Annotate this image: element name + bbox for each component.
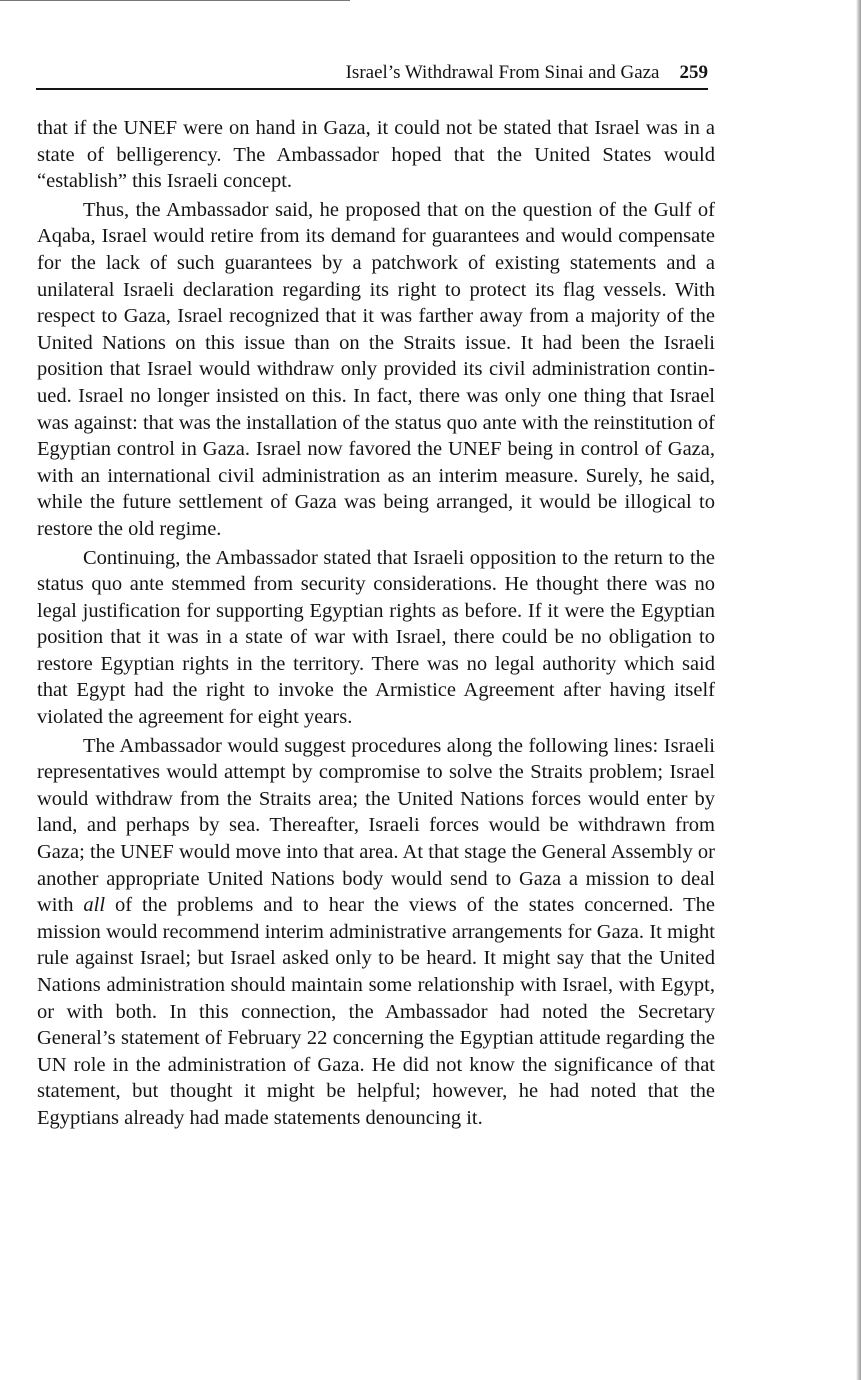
paragraph-4-part-1: The Ambassador would suggest procedures along the following lines: Israeli representatives would attempt by compromise to solve the Straits problem; Israel would withdraw from the Straits area; the United Nations forces would enter by land, and perhaps by sea. Thereafter, Israeli forces would be withdrawn from Gaza; the UNEF would move into that area. At that stage the General Assembly or another appropriate United Nations body would send to Gaza a mission to deal with bbox=[37, 734, 715, 917]
header-rule bbox=[36, 88, 708, 90]
paragraph-4-italic-word: all bbox=[83, 894, 106, 917]
running-header bbox=[36, 60, 708, 86]
paragraph-2: Thus, the Ambassador said, he proposed that on the question of the Gulf of Aqaba, Israel would retire from its demand for guarantees and would compensate for the lack of such guarantees by a patchwork of existing statements and a unilateral Israeli declaration regarding its right to protect its flag vessels. With respect to Gaza, Israel recognized that it was farther away from a majority of the United Nations on this issue than on the Straits issue. It had been the Israeli position that Israel would withdraw only provided its civil administration continued. Israel no longer insisted on this. In fact, there was only one thing that Israel was against: that was the installation of the status quo ante with the reinstitution of Egyptian control in Gaza. Israel now favored the UNEF being in control of Gaza, with an international civil administration as an interim measure. Surely, he said, while the future settlement of Gaza was being arranged, it would be illogical to restore the old regime. bbox=[37, 198, 715, 540]
body-text bbox=[37, 115, 715, 1134]
top-edge-rule bbox=[0, 0, 350, 1]
paragraph-3: Continuing, the Ambassador stated that Israeli opposition to the return to the status quo ante stemmed from security considerations. He thought there was no legal justification for supporting Egyptian rights as before. If it were the Egyptian position that it was in a state of war with Israel, there could be no obligation to restore Egyptian rights in the territory. There was no legal authority which said that Egypt had the right to invoke the Armistice Agreement after having itself violated the agreement for eight years. bbox=[37, 546, 715, 729]
paragraph-1: that if the UNEF were on hand in Gaza, it could not be stated that Israel was in a state of belligerency. The Ambassador hoped that the United States would “establish” this Israeli concept. bbox=[37, 117, 715, 193]
paragraph-4 bbox=[37, 733, 715, 1132]
page-number: 259 bbox=[679, 62, 708, 83]
running-title: Israel’s Withdrawal From Sinai and Gaza bbox=[345, 62, 660, 83]
paragraph-4-part-2: of the problems and to hear the views of the states concerned. The mission would recommend interim administrative arrangements for Gaza. It might rule against Israel; but Israel asked only to be heard. It might say that the United Nations administration should maintain some relationship with Israel, with Egypt, or with both. In this connection, the Ambassador had noted the Secretary General’s statement of February 22 concerning the Egyptian attitude regarding the UN role in the administration of Gaza. He did not know the significance of that statement, but thought it might be helpful; however, he had noted that the Egyptians already had made statements denouncing it. bbox=[37, 894, 715, 1129]
page-binding-edge bbox=[856, 0, 861, 1380]
